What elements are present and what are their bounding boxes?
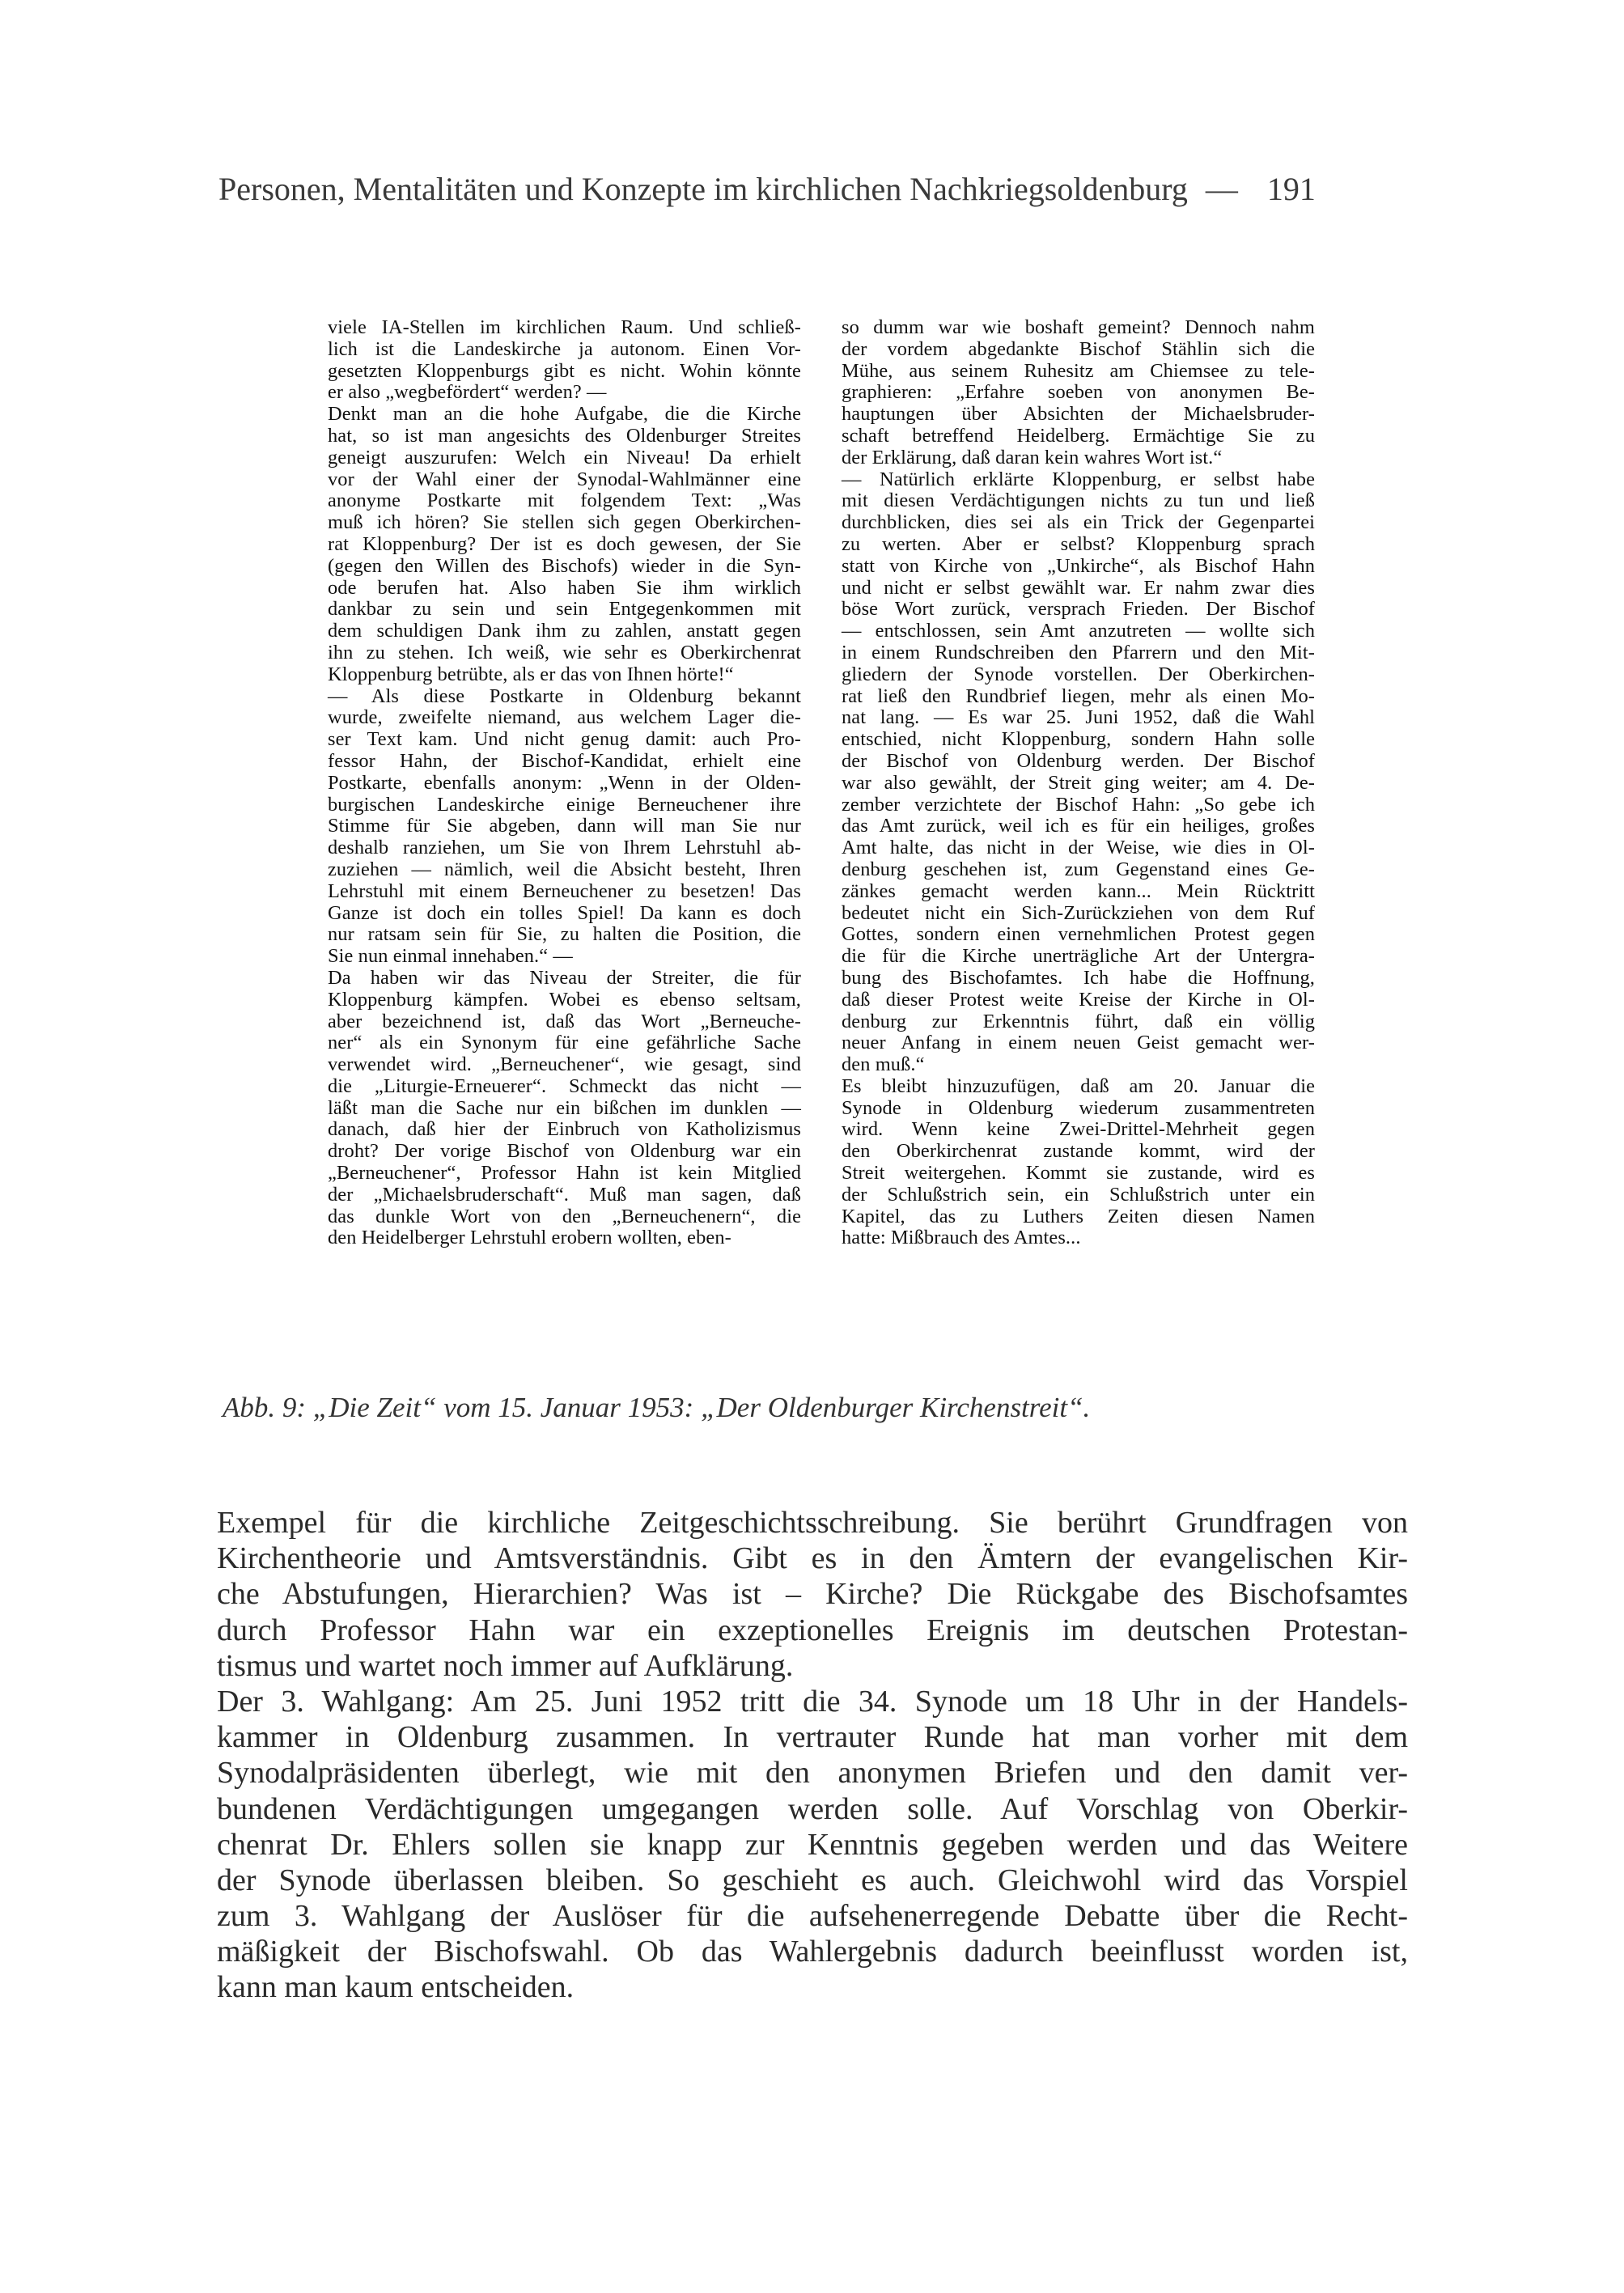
body-line: che Abstufungen, Hierarchien? Was ist – Kirche? Die Rückgabe des Bischofsamtes (217, 1577, 1408, 1612)
clipping-line: hauptungen über Absichten der Michaelsbruder- (842, 403, 1315, 426)
clipping-line: „Berneuchener“, Professor Hahn ist kein Mitglied (328, 1162, 801, 1185)
figure-caption: Abb. 9: „Die Zeit“ vom 15. Januar 1953: „Der Oldenburger Kirchenstreit“. (223, 1392, 1091, 1423)
clipping-line: — entschlossen, sein Amt anzutreten — wollte sich (842, 620, 1315, 642)
clipping-line: statt von Kirche von „Unkirche“, als Bischof Hahn (842, 554, 1315, 577)
clipping-line: Mühe, aus seinem Ruhesitz am Chiemsee zu tele- (842, 359, 1315, 382)
clipping-line: geneigt auszurufen: Welch ein Niveau! Da erhielt (328, 446, 801, 468)
clipping-line: so dumm war wie boshaft gemeint? Dennoch nahm (842, 316, 1315, 338)
running-head (218, 168, 1416, 210)
clipping-line: ner“ als ein Synonym für eine gefährliche Sache (328, 1032, 801, 1054)
clipping-line: schaft betreffend Heidelberg. Ermächtige Sie zu (842, 424, 1315, 447)
clipping-line: denburg zur Erkenntnis führt, daß ein völlig (842, 1010, 1315, 1032)
clipping-line: Kloppenburg kämpfen. Wobei es ebenso seltsam, (328, 988, 801, 1011)
clipping-line: der vordem abgedankte Bischof Stählin sich die (842, 337, 1315, 360)
clipping-line: Es bleibt hinzuzufügen, daß am 20. Januar die (842, 1074, 1315, 1097)
clipping-line: rat Kloppenburg? Der ist es doch gewesen, der Sie (328, 532, 801, 555)
body-text (217, 1505, 1408, 2006)
clipping-line: das dunkle Wort von den „Berneuchenern“, die (328, 1205, 801, 1227)
clipping-line: Amt halte, das nicht in der Weise, wie dies in Ol- (842, 837, 1315, 859)
running-head-title: Personen, Mentalitäten und Konzepte im kirchlichen Nachkriegsoldenburg (218, 171, 1188, 207)
clipping-line: hat, so ist man angesichts des Oldenburger Streites (328, 424, 801, 447)
clipping-line: denburg geschehen ist, zum Gegenstand eines Ge- (842, 858, 1315, 880)
clipping-line: dem schuldigen Dank ihm zu zahlen, anstatt gegen (328, 620, 801, 642)
clipping-line: daß dieser Protest weite Kreise der Kirche in Ol- (842, 988, 1315, 1011)
clipping-line: dankbar zu sein und sein Entgegenkommen mit (328, 598, 801, 621)
clipping-line: gesetzten Kloppenburgs gibt es nicht. Wohin könnte (328, 359, 801, 382)
clipping-line: ode berufen hat. Also haben Sie ihm wirklich (328, 576, 801, 599)
clipping-line: die „Liturgie-Erneuerer“. Schmeckt das nicht — (328, 1074, 801, 1097)
clipping-line: die für die Kirche unerträgliche Art der Untergra- (842, 945, 1315, 968)
clipping-line: ser Text kam. Und nicht genug damit: auch Pro- (328, 728, 801, 751)
clipping-line: danach, daß hier der Einbruch von Katholizismus (328, 1118, 801, 1141)
clipping-line: er also „wegbefördert“ werden? — (328, 381, 607, 404)
clipping-line: burgischen Landeskirche einige Berneuchener ihre (328, 793, 801, 816)
body-line: Kirchentheorie und Amtsverständnis. Gibt es in den Ämtern der evangelischen Kir- (217, 1541, 1408, 1576)
body-line: kann man kaum entscheiden. (217, 1970, 575, 2005)
clipping-line: hatte: Mißbrauch des Amtes... (842, 1227, 1081, 1249)
clipping-line: deshalb ranziehen, um Sie von Ihrem Lehrstuhl ab- (328, 837, 801, 859)
clipping-line: und nicht er selbst gewählt war. Er nahm zwar dies (842, 576, 1315, 599)
clipping-line: Denkt man an die hohe Aufgabe, die die Kirche (328, 403, 801, 426)
clipping-line: nur ratsam sein für Sie, zu halten die Position, die (328, 923, 801, 946)
clipping-line: rat ließ den Rundbrief liegen, mehr als einen Mo- (842, 685, 1315, 707)
clipping-line: böse Wort zurück, versprach Frieden. Der Bischof (842, 598, 1315, 621)
clipping-line: gliedern der Synode vorstellen. Der Oberkirchen- (842, 663, 1315, 685)
page-number: 191 (1266, 171, 1316, 207)
clipping-line: den Heidelberger Lehrstuhl erobern wollten, eben- (328, 1227, 731, 1249)
clipping-line: zu werten. Aber er selbst? Kloppenburg sprach (842, 532, 1315, 555)
clipping-line: Gottes, sondern einen vernehmlichen Protest gegen (842, 923, 1315, 946)
body-line: Exempel für die kirchliche Zeitgeschichtsschreibung. Sie berührt Grundfragen von (217, 1506, 1408, 1540)
clipping-line: Ganze ist doch ein tolles Spiel! Da kann es doch (328, 901, 801, 924)
body-line: Der 3. Wahlgang: Am 25. Juni 1952 tritt die 34. Synode um 18 Uhr in der Handels- (217, 1684, 1408, 1719)
clipping-line: Kloppenburg betrübte, als er das von Ihnen hörte!“ (328, 663, 734, 685)
clipping-line: nat lang. — Es war 25. Juni 1952, daß die Wahl (842, 706, 1315, 729)
body-line: zum 3. Wahlgang der Auslöser für die aufsehenerregende Debatte über die Recht- (217, 1899, 1408, 1934)
clipping-line: der Bischof von Oldenburg werden. Der Bischof (842, 749, 1315, 772)
body-line: chenrat Dr. Ehlers sollen sie knapp zur Kenntnis gegeben werden und das Weitere (217, 1827, 1408, 1862)
clipping-line: wurde, zweifelte niemand, aus welchem Lager die- (328, 706, 801, 729)
clipping-line: ihn zu stehen. Ich weiß, wie sehr es Oberkirchenrat (328, 641, 801, 663)
clipping-line: aber bezeichnend ist, daß das Wort „Berneuche- (328, 1010, 801, 1032)
clipping-line: muß ich hören? Sie stellen sich gegen Oberkirchen- (328, 511, 801, 534)
clipping-line: — Als diese Postkarte in Oldenburg bekannt (328, 685, 801, 707)
body-line: mäßigkeit der Bischofswahl. Ob das Wahlergebnis dadurch beeinflusst worden ist, (217, 1935, 1408, 1969)
body-line: Synodalpräsidenten überlegt, wie mit den anonymen Briefen und den damit ver- (217, 1756, 1408, 1791)
clipping-line: Postkarte, ebenfalls anonym: „Wenn in der Olden- (328, 771, 801, 794)
body-line: der Synode überlassen bleiben. So geschieht es auch. Gleichwohl wird das Vorspiel (217, 1863, 1408, 1897)
clipping-line: viele IA-Stellen im kirchlichen Raum. Und schließ- (328, 316, 801, 338)
clipping-line: zänkes gemacht werden kann... Mein Rücktritt (842, 879, 1315, 902)
clipping-line: Stimme für Sie abgeben, dann will man Sie nur (328, 815, 801, 837)
clipping-line: den muß.“ (842, 1053, 925, 1076)
clipping-line: das Amt zurück, weil ich es für ein heiliges, großes (842, 815, 1315, 837)
clipping-line: neuer Anfang in einem neuen Geist gemacht wer- (842, 1032, 1315, 1054)
clipping-line: Lehrstuhl mit einem Berneuchener zu besetzen! Das (328, 879, 801, 902)
clipping-line: läßt man die Sache nur ein bißchen im dunklen — (328, 1096, 801, 1119)
clipping-line: Da haben wir das Niveau der Streiter, die für (328, 966, 801, 989)
newspaper-clipping-image (0, 317, 1624, 1329)
clipping-line: der Erklärung, daß daran kein wahres Wort ist.“ (842, 446, 1223, 468)
clipping-line: bung des Bischofamtes. Ich habe die Hoffnung, (842, 966, 1315, 989)
clipping-line: den Oberkirchenrat zustande kommt, wird der (842, 1140, 1315, 1163)
clipping-line: wird. Wenn keine Zwei-Drittel-Mehrheit gegen (842, 1118, 1315, 1141)
clipping-line: anonyme Postkarte mit folgendem Text: „Was (328, 490, 801, 512)
clipping-line: in einem Rundschreiben den Pfarrern und den Mit- (842, 641, 1315, 663)
clipping-line: zuziehen — nämlich, weil die Absicht besteht, Ihren (328, 858, 801, 880)
clipping-line: lich ist die Landeskirche ja autonom. Einen Vor- (328, 337, 801, 360)
clipping-line: durchblicken, dies sei als ein Trick der Gegenpartei (842, 511, 1315, 534)
body-line: durch Professor Hahn war ein exzeptionelles Ereignis im deutschen Protestan- (217, 1613, 1408, 1647)
clipping-line: der Schlußstrich sein, ein Schlußstrich unter ein (842, 1183, 1315, 1206)
clipping-left-column (328, 317, 801, 1249)
body-line: kammer in Oldenburg zusammen. In vertrauter Runde hat man vorher mit dem (217, 1720, 1408, 1755)
clipping-line: — Natürlich erklärte Kloppenburg, er selbst habe (842, 468, 1315, 490)
clipping-right-column (842, 317, 1315, 1249)
clipping-line: Streit weitergehen. Kommt sie zustande, wird es (842, 1162, 1315, 1185)
clipping-line: graphieren: „Erfahre soeben von anonymen Be- (842, 381, 1315, 404)
clipping-line: war also gewählt, der Streit ging weiter; am 4. De- (842, 771, 1315, 794)
body-line: bundenen Verdächtigungen umgegangen werden solle. Auf Vorschlag von Oberkir- (217, 1791, 1408, 1826)
clipping-line: Synode in Oldenburg wiederum zusammentreten (842, 1096, 1315, 1119)
clipping-line: zember verzichtete der Bischof Hahn: „So gebe ich (842, 793, 1315, 816)
clipping-line: verwendet wird. „Berneuchener“, wie gesagt, sind (328, 1053, 801, 1076)
clipping-line: entschied, nicht Kloppenburg, sondern Hahn solle (842, 728, 1315, 751)
running-head-separator: — (1205, 171, 1238, 207)
clipping-line: Kapitel, das zu Luthers Zeiten diesen Namen (842, 1205, 1315, 1227)
clipping-line: mit diesen Verdächtigungen nichts zu tun und ließ (842, 490, 1315, 512)
clipping-line: Sie nun einmal innehaben.“ — (328, 945, 573, 968)
clipping-line: droht? Der vorige Bischof von Oldenburg war ein (328, 1140, 801, 1163)
clipping-line: (gegen den Willen des Bischofs) wieder in die Syn- (328, 554, 801, 577)
clipping-line: der „Michaelsbruderschaft“. Muß man sagen, daß (328, 1183, 801, 1206)
clipping-line: vor der Wahl einer der Synodal-Wahlmänner eine (328, 468, 801, 490)
clipping-line: fessor Hahn, der Bischof-Kandidat, erhielt eine (328, 749, 801, 772)
clipping-line: bedeutet nicht ein Sich-Zurückziehen von dem Ruf (842, 901, 1315, 924)
body-line: tismus und wartet noch immer auf Aufklärung. (217, 1648, 794, 1683)
